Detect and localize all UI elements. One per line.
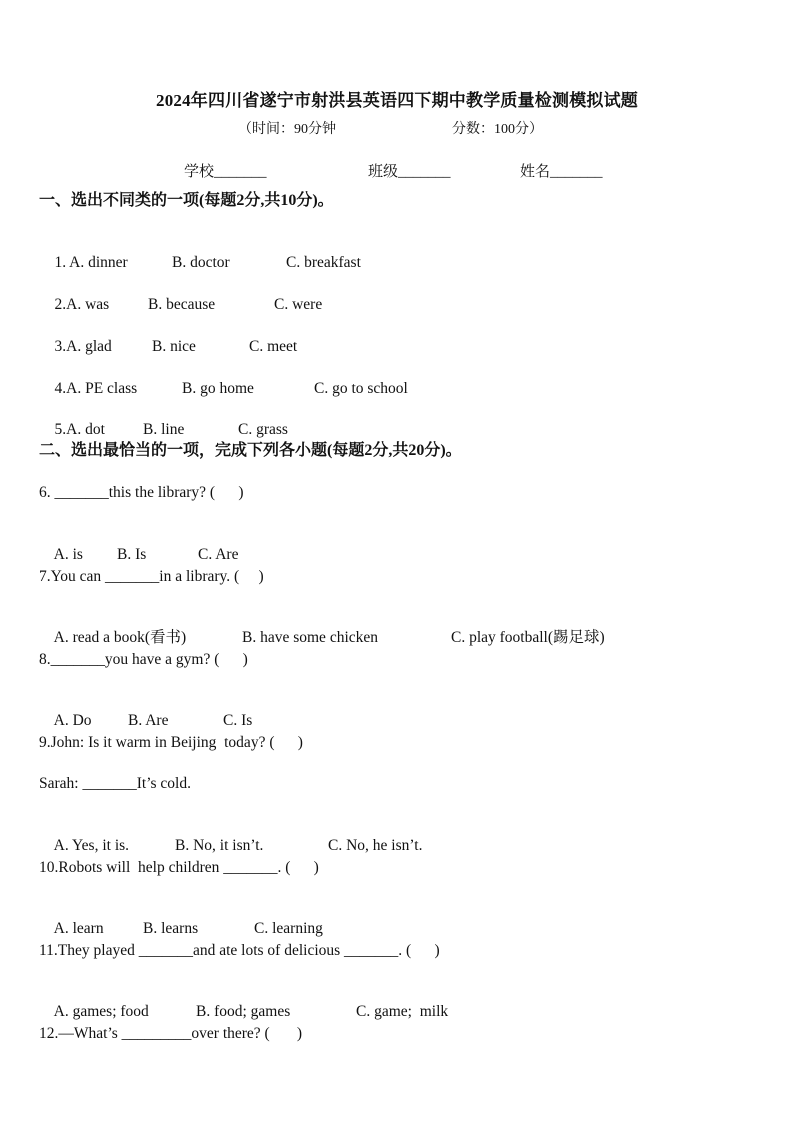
q7-option-a: A. read a book(看书) xyxy=(53,629,187,646)
exam-score: 分数：100分） xyxy=(452,122,543,137)
q5-option-b: B. line xyxy=(143,421,185,438)
q10-stem: 10.Robots will help children _______. ( ) xyxy=(39,859,319,876)
q11-stem: 11.They played _______and ate lots of delicious _______. ( ) xyxy=(39,942,440,959)
q11-option-c: C. game; milk xyxy=(356,1003,449,1020)
exam-meta xyxy=(0,118,794,138)
q6-option-a: A. is xyxy=(53,546,83,563)
q8-option-c: C. Is xyxy=(223,712,253,729)
q10-option-b: B. learns xyxy=(143,920,199,937)
section-1-heading: 一、选出不同类的一项(每题2分,共10分)。 xyxy=(39,192,334,209)
section-2-heading: 二、选出最恰当的一项，完成下列各小题(每题2分,共20分)。 xyxy=(39,442,462,459)
q11-option-b: B. food; games xyxy=(196,1003,291,1020)
q11-option-a: A. games; food xyxy=(53,1003,149,1020)
school-field: 学校_______ xyxy=(184,164,267,180)
q6-option-c: C. Are xyxy=(198,546,239,563)
q12-stem: 12.—What’s _________over there? ( ) xyxy=(39,1025,303,1042)
name-field: 姓名_______ xyxy=(520,164,603,180)
q9-option-b: B. No, it isn’t. xyxy=(175,837,264,854)
q7-option-b: B. have some chicken xyxy=(242,629,379,646)
q9-stem-2: Sarah: _______It’s cold. xyxy=(39,775,191,792)
q7-option-c: C. play football(踢足球) xyxy=(451,629,605,646)
q8-stem: 8._______you have a gym? ( ) xyxy=(39,651,248,668)
q1-option-b: B. doctor xyxy=(172,254,230,271)
q1-option-c: C. breakfast xyxy=(286,254,361,271)
q8-option-b: B. Are xyxy=(128,712,169,729)
q9-option-c: C. No, he isn’t. xyxy=(328,837,423,854)
q4-option-c: C. go to school xyxy=(314,380,408,397)
q2-option-b: B. because xyxy=(148,296,216,313)
q10-option-c: C. learning xyxy=(254,920,323,937)
q4-option-b: B. go home xyxy=(182,380,254,397)
q1-option-a: 1. A. dinner xyxy=(54,254,128,271)
exam-time: （时间：90分钟 xyxy=(238,122,336,137)
q3-option-b: B. nice xyxy=(152,338,196,355)
q9-option-a: A. Yes, it is. xyxy=(53,837,130,854)
q7-stem: 7.You can _______in a library. ( ) xyxy=(39,568,264,585)
student-info xyxy=(0,160,794,180)
q6-option-b: B. Is xyxy=(117,546,147,563)
q3-option-c: C. meet xyxy=(249,338,298,355)
q2-option-c: C. were xyxy=(274,296,323,313)
q3-option-a: 3.A. glad xyxy=(54,338,112,355)
q6-stem: 6. _______this the library? ( ) xyxy=(39,484,244,501)
q10-option-a: A. learn xyxy=(53,920,104,937)
q4-option-a: 4.A. PE class xyxy=(54,380,138,397)
q9-stem: 9.John: Is it warm in Beijing today? ( ) xyxy=(39,734,303,751)
q5-option-a: 5.A. dot xyxy=(54,421,105,438)
q2-option-a: 2.A. was xyxy=(54,296,110,313)
q5-option-c: C. grass xyxy=(238,421,288,438)
class-field: 班级_______ xyxy=(368,164,451,180)
q8-option-a: A. Do xyxy=(53,712,92,729)
exam-title: 2024年四川省遂宁市射洪县英语四下期中教学质量检测模拟试题 xyxy=(156,91,638,110)
